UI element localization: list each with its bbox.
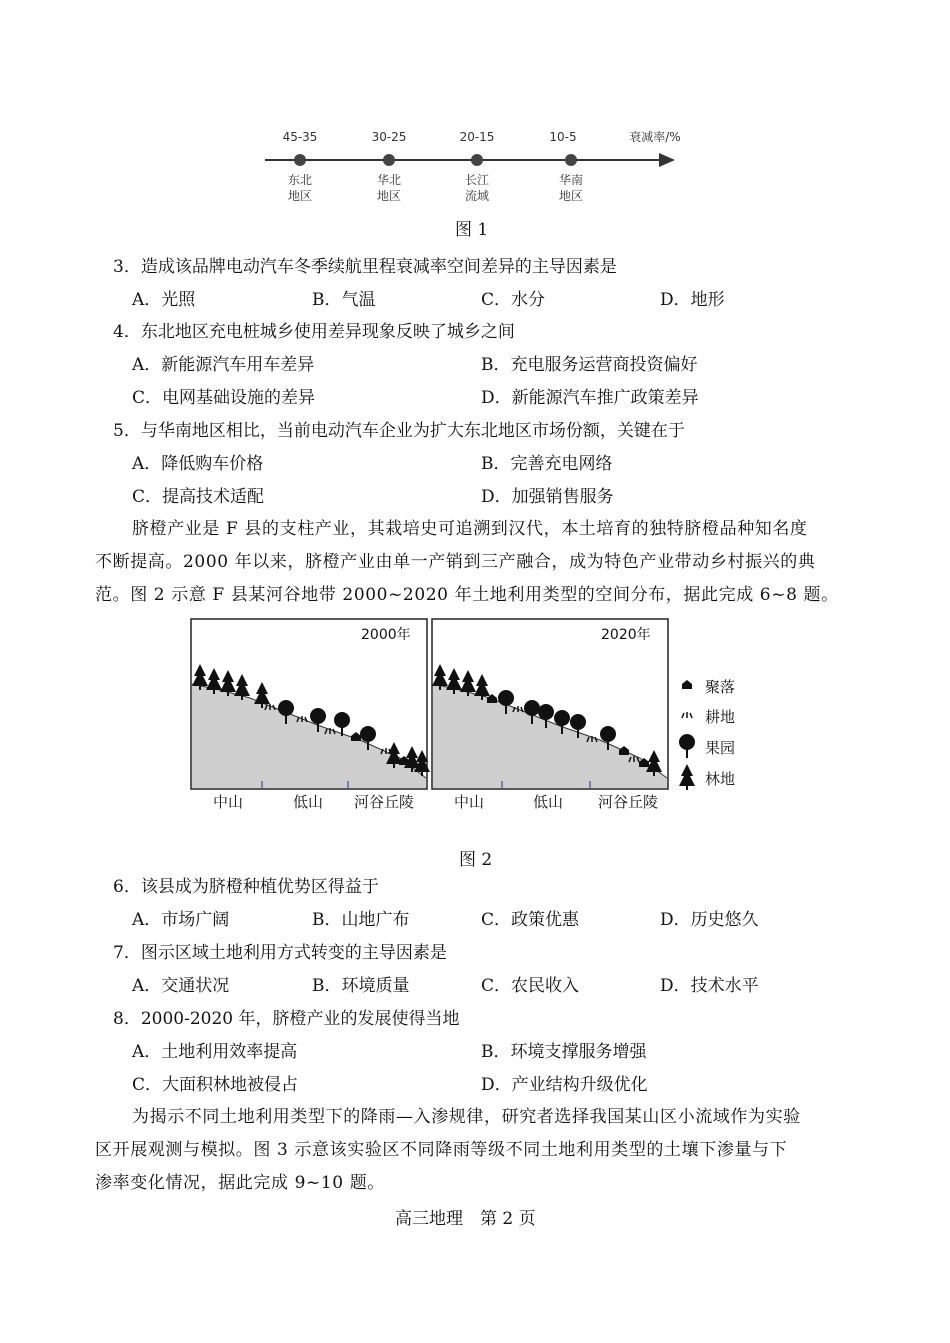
timeline-axis	[255, 148, 685, 172]
range-label: 30-25	[371, 130, 407, 144]
question-4-stem: 4．东北地区充电桩城乡使用差异现象反映了城乡之间	[113, 322, 515, 342]
question-8-option: D．产业结构升级优化	[481, 1075, 648, 1095]
question-8-option: B．环境支撑服务增强	[481, 1042, 647, 1062]
question-3-option: D．地形	[660, 290, 725, 310]
legend-settlement: 聚落	[705, 678, 736, 696]
question-6-option: B．山地广布	[312, 910, 410, 930]
page-footer: 高三地理 第 2 页	[395, 1209, 536, 1229]
question-5-option: A．降低购车价格	[132, 454, 264, 474]
question-6-stem: 6．该县成为脐橙种植优势区得益于	[113, 877, 379, 897]
region-label-northeast: 东北 地区	[287, 173, 312, 203]
range-label: 20-15	[459, 130, 495, 144]
range-label: 45-35	[282, 130, 318, 144]
question-7-option: A．交通状况	[132, 976, 230, 996]
figure-2-legend	[679, 680, 695, 790]
passage-line: 为揭示不同土地利用类型下的降雨—入渗规律，研究者选择我国某山区小流域作为实验	[132, 1107, 801, 1127]
zone-label-right: 河谷丘陵	[598, 793, 659, 811]
question-5-option: D．加强销售服务	[481, 487, 614, 507]
question-8-stem: 8．2000-2020 年，脐橙产业的发展使得当地	[113, 1009, 460, 1029]
panel-year-2000: 2000年	[361, 627, 411, 643]
question-7-option: C．农民收入	[481, 976, 580, 996]
question-3-option: C．水分	[481, 290, 546, 310]
zone-label-right: 中山	[454, 793, 485, 811]
question-3-option: B．气温	[312, 290, 376, 310]
passage-line: 脐橙产业是 F 县的支柱产业，其栽培史可追溯到汉代，本土培育的独特脐橙品种知名度	[132, 519, 808, 539]
passage-line: 范。图 2 示意 F 县某河谷地带 2000~2020 年土地利用类型的空间分布，据此完成 6~8 题。	[95, 585, 839, 605]
region-label-south: 华南 地区	[558, 173, 583, 203]
legend-forest: 林地	[705, 770, 736, 788]
question-3-stem: 3．造成该品牌电动汽车冬季续航里程衰减率空间差异的主导因素是	[113, 257, 617, 277]
question-4-option: A．新能源汽车用车差异	[132, 355, 315, 375]
figure-2-panels	[190, 618, 750, 816]
figure-2-caption: 图 2	[459, 850, 493, 870]
zone-label-left: 低山	[293, 793, 324, 811]
unit-label: 衰减率/%	[629, 130, 681, 144]
question-7-option: D．技术水平	[660, 976, 759, 996]
question-8-option: C．大面积林地被侵占	[132, 1075, 299, 1095]
question-5-option: C．提高技术适配	[132, 487, 265, 507]
region-label-yangtze: 长江 流域	[464, 173, 489, 203]
question-7-stem: 7．图示区域土地利用方式转变的主导因素是	[113, 943, 447, 963]
zone-label-left: 河谷丘陵	[354, 793, 415, 811]
range-label: 10-5	[549, 130, 577, 144]
figure-1-caption: 图 1	[455, 220, 489, 240]
passage-line: 区开展观测与模拟。图 3 示意该实验区不同降雨等级不同土地利用类型的土壤下渗量与下	[95, 1140, 788, 1160]
question-6-option: D．历史悠久	[660, 910, 759, 930]
timeline-dot	[383, 154, 395, 166]
legend-farmland: 耕地	[705, 708, 736, 726]
question-4-option: B．充电服务运营商投资偏好	[481, 355, 698, 375]
timeline-dot	[294, 154, 306, 166]
region-label-north: 华北 地区	[376, 173, 401, 203]
zone-label-right: 低山	[533, 793, 564, 811]
question-3-option: A．光照	[132, 290, 196, 310]
question-6-option: A．市场广阔	[132, 910, 230, 930]
passage-line: 不断提高。2000 年以来，脐橙产业由单一产销到三产融合，成为特色产业带动乡村振兴的典	[95, 552, 816, 572]
legend-orchard: 果园	[705, 739, 736, 757]
question-7-option: B．环境质量	[312, 976, 410, 996]
passage-line: 渗率变化情况，据此完成 9~10 题。	[95, 1173, 385, 1193]
question-8-option: A．土地利用效率提高	[132, 1042, 298, 1062]
panel-year-2020: 2020年	[601, 627, 651, 643]
question-4-option: D．新能源汽车推广政策差异	[481, 388, 699, 408]
question-5-stem: 5．与华南地区相比，当前电动汽车企业为扩大东北地区市场份额，关键在于	[113, 421, 685, 441]
timeline-dot	[565, 154, 577, 166]
question-4-option: C．电网基础设施的差异	[132, 388, 316, 408]
timeline-dot	[471, 154, 483, 166]
question-5-option: B．完善充电网络	[481, 454, 613, 474]
zone-label-left: 中山	[213, 793, 244, 811]
question-6-option: C．政策优惠	[481, 910, 580, 930]
